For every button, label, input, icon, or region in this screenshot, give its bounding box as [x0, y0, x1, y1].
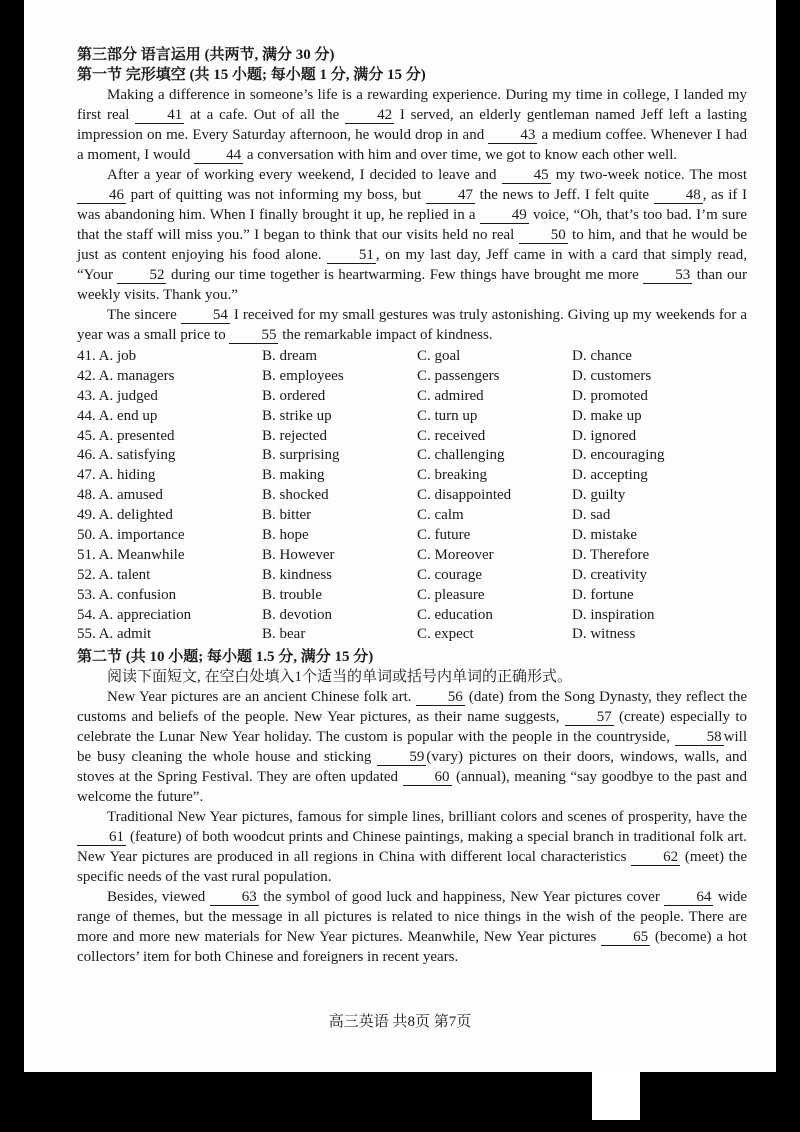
option-d: D. chance: [572, 348, 632, 364]
option-c: C. calm: [417, 507, 464, 524]
option-b: B. hope: [262, 527, 309, 544]
option-d: D. encouraging: [572, 447, 665, 464]
option-c: C. Moreover: [417, 546, 494, 563]
grammar-paragraph-3: [77, 887, 747, 967]
passage-text: (create) especially to celebrate the Lunar New Year holiday. The custom is popular with the people in the countryside,: [77, 709, 748, 746]
part-title: 第三部分 语言运用 (共两节, 满分 30 分): [77, 47, 335, 63]
option-a: 43. A. judged: [77, 387, 158, 404]
passage-text: After a year of working every weekend, I decided to leave and: [107, 167, 502, 183]
passage-text: than our weekly visits. Thank you.”: [77, 267, 747, 303]
option-a: 46. A. satisfying: [77, 447, 176, 464]
scan-artifact: [592, 1072, 640, 1120]
option-row: [77, 446, 747, 466]
answer-blank[interactable]: 46: [77, 187, 126, 204]
option-d: D. fortune: [572, 586, 634, 603]
option-d: D. inspiration: [572, 606, 655, 623]
option-c: C. expect: [417, 626, 474, 643]
option-d: D. Therefore: [572, 546, 650, 563]
option-b: B. kindness: [262, 566, 333, 583]
section1-title: 第一节 完形填空 (共 15 小题; 每小题 1 分, 满分 15 分): [77, 67, 426, 83]
option-a: 49. A. delighted: [77, 507, 173, 524]
option-row: [77, 526, 747, 546]
passage-text: to him, and that he would be just as content enjoying his food alone.: [77, 227, 748, 263]
page-content: [77, 45, 747, 967]
option-d: D. witness: [572, 626, 636, 643]
option-c: C. education: [417, 606, 493, 623]
answer-blank[interactable]: 58: [675, 729, 724, 746]
cloze-paragraph-3: [77, 305, 747, 345]
answer-blank[interactable]: 44: [194, 147, 243, 164]
option-b: B. rejected: [262, 427, 327, 444]
passage-text: the symbol of good luck and happiness, New Year pictures cover: [258, 889, 665, 906]
option-c: C. courage: [417, 566, 482, 583]
option-b: B. However: [262, 546, 335, 563]
option-b: B. devotion: [262, 606, 332, 623]
option-b: B. employees: [262, 367, 344, 384]
answer-blank[interactable]: 53: [643, 267, 692, 284]
answer-blank[interactable]: 52: [117, 267, 166, 284]
option-c: C. disappointed: [417, 487, 512, 504]
passage-text: will be busy cleaning the whole house and sticking: [77, 729, 747, 766]
option-b: B. bear: [262, 626, 306, 643]
option-row: [77, 407, 747, 427]
answer-blank[interactable]: 42: [345, 107, 394, 124]
option-a: 47. A. hiding: [77, 467, 156, 484]
answer-blank[interactable]: 60: [403, 769, 452, 786]
option-row: [77, 546, 747, 566]
option-a: 50. A. importance: [77, 527, 185, 544]
passage-text: during our time together is heartwarming. Few things have brought me more: [166, 267, 644, 283]
passage-text: (annual), meaning “say goodbye to the past and welcome the future”.: [77, 769, 747, 806]
option-b: B. bitter: [262, 507, 312, 524]
answer-blank[interactable]: 43: [488, 127, 537, 144]
answer-blank[interactable]: 51: [327, 247, 376, 264]
answer-blank[interactable]: 55: [229, 327, 278, 344]
passage-text: Traditional New Year pictures, famous for simple lines, brilliant colors and scenes of prosperity, have the: [107, 809, 747, 826]
option-a: 42. A. managers: [77, 367, 175, 384]
option-d: D. mistake: [572, 527, 637, 544]
answer-blank[interactable]: 48: [654, 187, 703, 204]
option-c: C. admired: [417, 387, 484, 404]
option-b: B. ordered: [262, 387, 326, 404]
option-row: [77, 625, 747, 645]
option-b: B. dream: [262, 348, 317, 364]
option-a: 55. A. admit: [77, 626, 152, 643]
passage-text: a medium coffee. Whenever I had a moment, I would: [77, 127, 747, 163]
passage-text: New Year pictures are an ancient Chinese folk art.: [107, 689, 416, 706]
option-a: 52. A. talent: [77, 566, 151, 583]
option-row: [77, 427, 747, 447]
passage-text: (vary) pictures on their doors, windows, walls, and stoves at the Spring Festival. They are often updated: [77, 749, 748, 786]
answer-blank[interactable]: 63: [210, 889, 259, 906]
answer-blank[interactable]: 47: [426, 187, 475, 204]
option-d: D. accepting: [572, 467, 648, 484]
passage-text: part of quitting was not informing my boss, but: [126, 187, 426, 203]
answer-blank[interactable]: 45: [502, 167, 551, 184]
answer-blank[interactable]: 49: [480, 207, 529, 224]
cloze-paragraph-1: [77, 85, 747, 165]
option-d: D. creativity: [572, 566, 647, 583]
option-c: C. turn up: [417, 407, 478, 424]
option-row: [77, 486, 747, 506]
passage-text: voice, “Oh, that’s too bad. I’m sure that the staff will miss you.” I began to think that our visits held no real: [77, 207, 747, 243]
answer-blank[interactable]: 61: [77, 829, 126, 846]
option-b: B. making: [262, 467, 325, 484]
passage-text: (date) from the Song Dynasty, they reflect the customs and beliefs of the people. New Year pictures, as their name suggests,: [77, 689, 747, 726]
option-row: [77, 347, 747, 367]
option-d: D. guilty: [572, 487, 626, 504]
option-b: B. shocked: [262, 487, 329, 504]
option-a: 45. A. presented: [77, 427, 175, 444]
option-c: C. passengers: [417, 367, 500, 384]
option-row: [77, 566, 747, 586]
answer-blank[interactable]: 64: [664, 889, 713, 906]
option-row: [77, 367, 747, 387]
passage-text: Besides, viewed: [107, 889, 210, 906]
answer-blank[interactable]: 57: [565, 709, 614, 726]
option-a: 48. A. amused: [77, 487, 163, 504]
option-d: D. ignored: [572, 427, 637, 444]
option-b: B. trouble: [262, 586, 322, 603]
answer-blank[interactable]: 50: [519, 227, 568, 244]
section2-title: 第二节 (共 10 小题; 每小题 1.5 分, 满分 15 分): [77, 649, 374, 666]
section2-instruction: 阅读下面短文, 在空白处填入1个适当的单词或括号内单词的正确形式。: [107, 669, 573, 686]
passage-text: Making a difference in someone’s life is a rewarding experience. During my time in college, I landed my first real: [77, 87, 747, 123]
option-a: 53. A. confusion: [77, 586, 177, 603]
passage-text: at a cafe. Out of all the: [184, 107, 346, 123]
passage-text: (feature) of both woodcut prints and Chinese paintings, making a special branch in traditional folk art. New Year pictures are produced in all regions in China with different local characteristics: [77, 829, 747, 866]
option-d: D. promoted: [572, 387, 648, 404]
option-d: D. sad: [572, 507, 611, 524]
passage-text: I served, an elderly gentleman named Jeff left a lasting impression on me. Every Saturday afternoon, he would drop in and: [77, 107, 748, 143]
passage-text: I received for my small gestures was truly astonishing. Giving up my weekends for a year was a small price to: [77, 307, 748, 343]
grammar-paragraph-2: [77, 807, 747, 887]
option-c: C. pleasure: [417, 586, 485, 603]
option-d: D. customers: [572, 367, 652, 384]
answer-blank[interactable]: 41: [135, 107, 184, 124]
passage-text: , as if I was abandoning him. When I finally brought it up, he replied in a: [77, 187, 747, 223]
answer-blank[interactable]: 62: [631, 849, 680, 866]
answer-blank[interactable]: 54: [181, 307, 230, 324]
passage-text: (become) a hot collectors’ item for both Chinese and foreigners in recent years.: [77, 929, 747, 966]
option-row: [77, 506, 747, 526]
grammar-paragraph-1: [77, 687, 747, 807]
option-a: 41. A. job: [77, 348, 137, 364]
option-c: C. goal: [417, 348, 461, 364]
option-a: 51. A. Meanwhile: [77, 546, 185, 563]
option-row: [77, 606, 747, 626]
passage-text: , on my last day, Jeff came in with a card that simply read, “Your: [77, 247, 747, 283]
option-a: 54. A. appreciation: [77, 606, 192, 623]
passage-text: wide range of themes, but the message in all pictures is related to nice things in the wish of the people. There are more and more new materials for New Year pictures. Meanwhile, New Year pictures: [77, 889, 747, 946]
answer-blank[interactable]: 59: [377, 749, 426, 766]
option-c: C. future: [417, 527, 471, 544]
passage-text: the news to Jeff. I felt quite: [474, 187, 654, 203]
passage-text: my two-week notice. The most: [550, 167, 747, 183]
passage-text: The sincere: [107, 307, 181, 323]
option-c: C. breaking: [417, 467, 487, 484]
passage-text: (meet) the specific needs of the vast rural population.: [77, 849, 747, 886]
option-row: [77, 387, 747, 407]
answer-blank[interactable]: 56: [416, 689, 465, 706]
page-footer: 高三英语 共8页 第7页: [328, 1014, 472, 1030]
option-b: B. strike up: [262, 407, 332, 424]
option-c: C. challenging: [417, 447, 505, 464]
exam-page: [24, 0, 776, 1072]
option-b: B. surprising: [262, 447, 340, 464]
option-a: 44. A. end up: [77, 407, 158, 424]
passage-text: the remarkable impact of kindness.: [278, 327, 493, 343]
cloze-paragraph-2: [77, 165, 747, 305]
option-c: C. received: [417, 427, 486, 444]
option-row: [77, 466, 747, 486]
options-table: [77, 347, 747, 645]
passage-text: a conversation with him and over time, we got to know each other well.: [243, 147, 678, 163]
option-d: D. make up: [572, 407, 642, 424]
option-row: [77, 586, 747, 606]
answer-blank[interactable]: 65: [601, 929, 650, 946]
